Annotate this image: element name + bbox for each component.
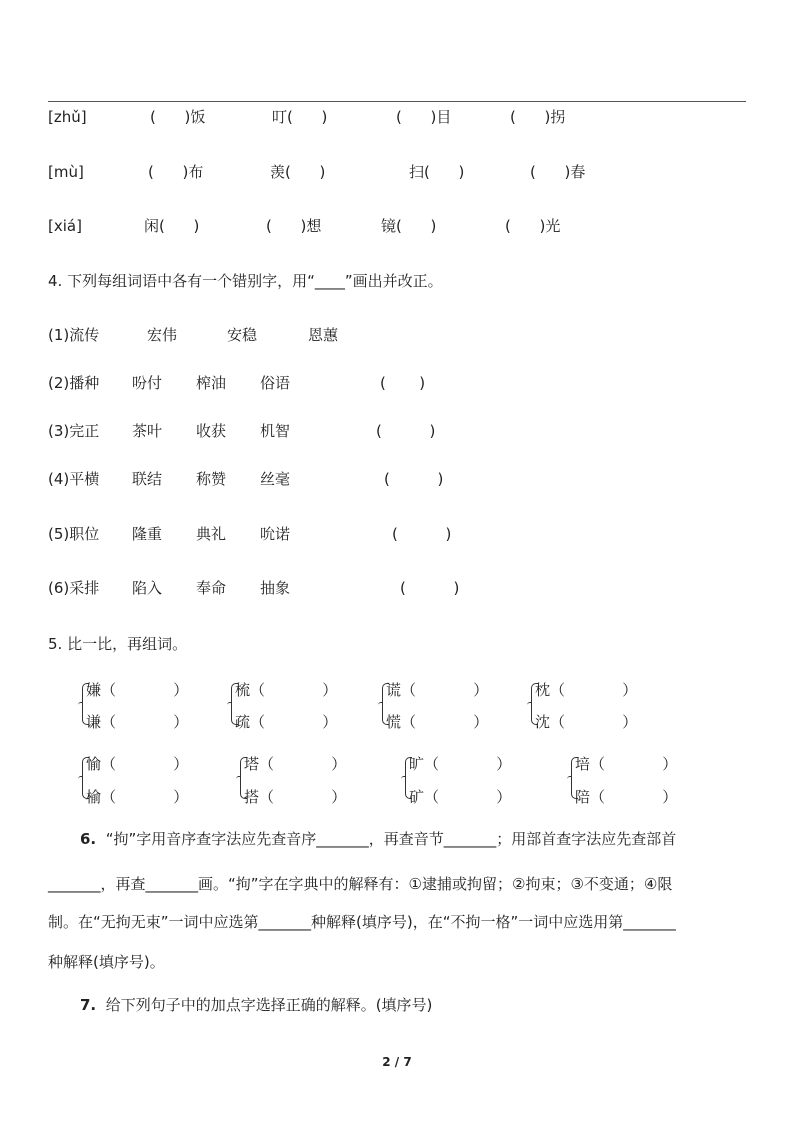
q4-num: (6)采排 bbox=[48, 579, 100, 597]
pinyin-item: 叮( ) bbox=[272, 108, 328, 126]
q4-word: 吮诺 bbox=[260, 525, 291, 543]
q4-answer-blank: ( ) bbox=[384, 470, 444, 488]
compare-word-top: 枕（ ） bbox=[535, 681, 638, 699]
q4-word: 奉命 bbox=[196, 579, 227, 597]
q4-word: 吩付 bbox=[132, 374, 163, 392]
q4-word: 榨油 bbox=[196, 374, 227, 392]
pinyin-item: 闲( ) bbox=[144, 217, 200, 235]
compare-word-top: 培（ ） bbox=[575, 755, 678, 773]
q4-word: 典礼 bbox=[196, 525, 227, 543]
compare-word-top: 嫌（ ） bbox=[86, 681, 189, 699]
q4-word: 陷入 bbox=[132, 579, 163, 597]
q4-answer-blank: ( ) bbox=[392, 525, 452, 543]
compare-word-top: 塔（ ） bbox=[244, 755, 347, 773]
pinyin-item: ( )光 bbox=[505, 217, 561, 235]
top-rule bbox=[48, 101, 746, 102]
compare-word-bottom: 谦（ ） bbox=[86, 713, 189, 731]
page-number: 2 / 7 bbox=[382, 1055, 412, 1069]
question-6-text: _______，再查_______画。“拘”字在字典中的解释有：①逮捕或拘留；②拘束；③不变通；④限 bbox=[48, 875, 673, 893]
compare-word-bottom: 慌（ ） bbox=[386, 713, 489, 731]
q4-word: 称赞 bbox=[196, 470, 227, 488]
q4-answer-blank: ( ) bbox=[380, 374, 426, 392]
q4-word: 俗语 bbox=[260, 374, 291, 392]
compare-word-top: 旷（ ） bbox=[409, 755, 512, 773]
compare-word-bottom: 陪（ ） bbox=[575, 788, 678, 806]
pinyin-item: 羡( ) bbox=[270, 163, 326, 181]
q4-answer-blank: ( ) bbox=[400, 579, 460, 597]
q4-num: (4)平横 bbox=[48, 470, 100, 488]
q4-num: (3)完正 bbox=[48, 422, 100, 440]
q4-num: (2)播种 bbox=[48, 374, 100, 392]
q4-word: 恩蕙 bbox=[308, 326, 339, 344]
q4-word: 收获 bbox=[196, 422, 227, 440]
question-5-title: 5. 比一比，再组词。 bbox=[48, 635, 188, 653]
pinyin-item: ( )目 bbox=[396, 108, 452, 126]
pinyin-item: ( )春 bbox=[530, 163, 586, 181]
question-4-title: 4. 下列每组词语中各有一个错别字，用“____”画出并改正。 bbox=[48, 272, 443, 290]
question-7-number: 7. bbox=[80, 996, 97, 1014]
compare-word-bottom: 疏（ ） bbox=[235, 713, 338, 731]
question-7-line bbox=[80, 994, 780, 1016]
question-6-text: 种解释(填序号)。 bbox=[48, 953, 165, 971]
pinyin-item: ( )想 bbox=[266, 217, 322, 235]
q4-word: 隆重 bbox=[132, 525, 163, 543]
question-6-text: 制。在“无拘无束”一词中应选第_______种解释(填序号)，在“不拘一格”一词中应选用第_______ bbox=[48, 913, 676, 931]
compare-word-bottom: 搭（ ） bbox=[244, 788, 347, 806]
question-6-text: “拘”字用音序查字法应先查音序_______，再查音节_______；用部首查字法应先查部首 bbox=[105, 830, 677, 848]
q4-word: 联结 bbox=[132, 470, 163, 488]
compare-word-bottom: 矿（ ） bbox=[409, 788, 512, 806]
pinyin-item: 扫( ) bbox=[409, 163, 465, 181]
pinyin-item: ( )拐 bbox=[510, 108, 566, 126]
question-6-line bbox=[80, 828, 780, 850]
compare-word-top: 谎（ ） bbox=[386, 681, 489, 699]
question-7-text: 给下列句子中的加点字选择正确的解释。(填序号) bbox=[105, 996, 433, 1014]
pinyin-item: ( )布 bbox=[148, 163, 204, 181]
q4-answer-blank: ( ) bbox=[376, 422, 436, 440]
q4-word: 安稳 bbox=[227, 326, 258, 344]
pinyin-item: ( )饭 bbox=[150, 108, 206, 126]
compare-word-bottom: 榆（ ） bbox=[86, 788, 189, 806]
q4-num: (1)流传 bbox=[48, 326, 100, 344]
compare-word-bottom: 沈（ ） bbox=[535, 713, 638, 731]
pinyin-item: 镜( ) bbox=[381, 217, 437, 235]
q4-word: 茶叶 bbox=[132, 422, 163, 440]
q4-word: 宏伟 bbox=[147, 326, 178, 344]
q4-word: 丝毫 bbox=[260, 470, 291, 488]
pinyin-label: [zhǔ] bbox=[48, 108, 87, 126]
q4-word: 抽象 bbox=[260, 579, 291, 597]
pinyin-label: [xiá] bbox=[48, 217, 82, 235]
q4-word: 机智 bbox=[260, 422, 291, 440]
question-6-number: 6. bbox=[80, 830, 97, 848]
compare-word-top: 愉（ ） bbox=[86, 755, 189, 773]
q4-num: (5)职位 bbox=[48, 525, 100, 543]
pinyin-label: [mù] bbox=[48, 163, 84, 181]
compare-word-top: 梳（ ） bbox=[235, 681, 338, 699]
